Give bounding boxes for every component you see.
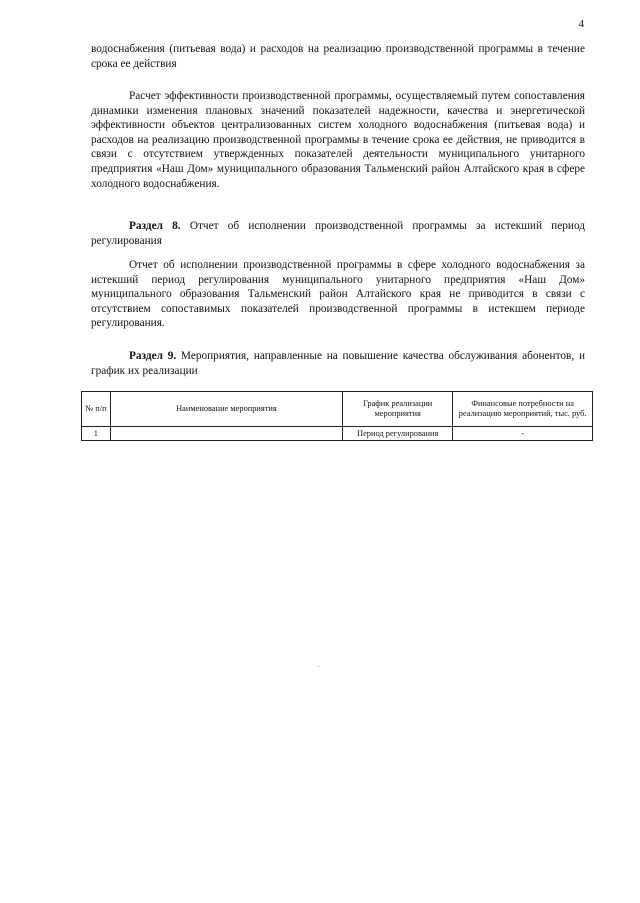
cell-schedule: Период регулирования [343,427,453,441]
section-8-title: Отчет об исполнении производственной программы за истекший период регулирования [91,220,586,247]
section-9-title: Мероприятия, направленные на повышение качества обслуживания абонентов, и график их реализации [91,350,585,377]
header-schedule: График реализации мероприятия [343,392,453,427]
section-8-heading [91,219,585,248]
cell-finance: - [453,427,593,441]
section-8-label: Раздел 8. [129,220,181,232]
section-9-label: Раздел 9. [129,350,177,362]
events-table [81,391,593,441]
table-header-row [82,392,593,427]
cell-name [110,427,342,441]
header-name: Наименование мероприятия [110,392,342,427]
header-finance: Финансовые потребности на реализацию мероприятий, тыс. руб. [453,392,593,427]
header-number: № п/п [82,392,111,427]
paragraph-continuation: водоснабжения (питьевая вода) и расходов на реализацию производственной программы в течение срока ее действия [91,43,585,70]
paragraph-report: Отчет об исполнении производственной программы в сфере холодного водоснабжения за истекший период регулирования муниципального унитарного предприятия «Наш Дом» муниципального образования Тальменский район Алтайского края не приводится в связи с отсутствием сопоставимых показателей производственной программы в истекшем периоде регулирования. [91,259,585,330]
paragraph-efficiency: Расчет эффективности производственной программы, осуществляемый путем сопоставления динамики изменения плановых значений показателей надежности, качества и энергетической эффективности объектов централизованных систем холодного водоснабжения (питьевая вода) и расходов на реализацию производственной программы в течение срока ее действия, не приводится в связи с отсутствием утвержденных показателей деятельности муниципального унитарного предприятия «Наш Дом» муниципального образования Тальменский район Алтайского края в сфере холодного водоснабжения. [91,90,585,190]
section-9-heading [91,349,585,378]
scan-speck [318,666,319,667]
cell-number: 1 [82,427,111,441]
page-number: 4 [578,18,584,30]
table-row [82,427,593,441]
